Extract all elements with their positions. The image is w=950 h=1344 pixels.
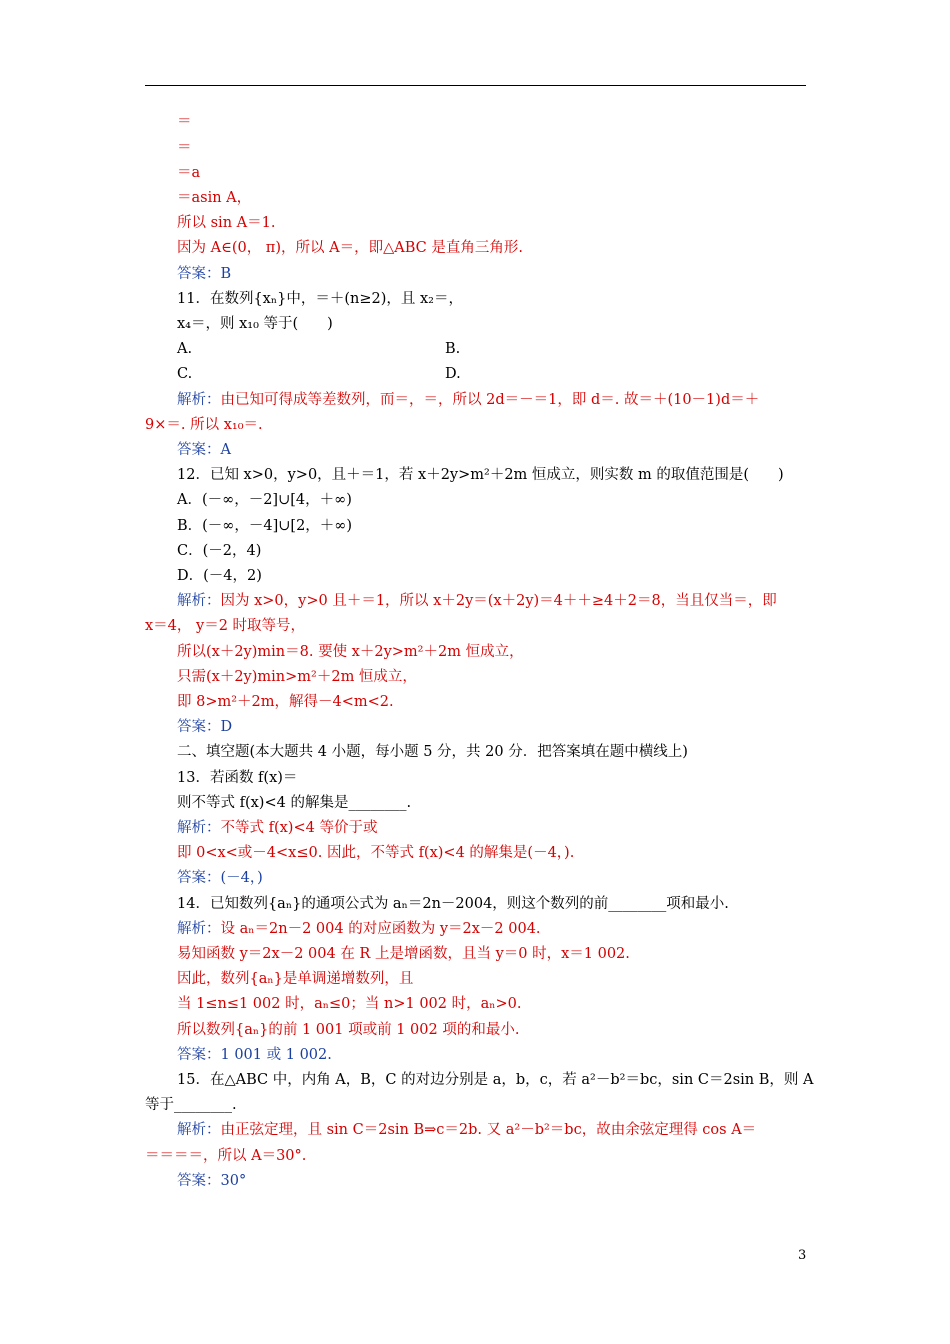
text-line: D．(－4，2) xyxy=(177,568,262,584)
analysis-text: 不等式 f(x)<4 等价于或 xyxy=(220,820,378,836)
text-line: 答案：A xyxy=(177,442,231,458)
text-line: C. xyxy=(177,366,193,382)
text-line: ＝asin A， xyxy=(177,190,252,206)
text-line: 答案：D xyxy=(177,719,233,735)
analysis-label: 解析： xyxy=(177,1122,221,1138)
text-line: 12．已知 x>0，y>0，且＋＝1，若 x＋2y>m²＋2m 恒成立，则实数 m 的取值范围是( ) xyxy=(177,467,784,483)
text-line: C．(－2，4) xyxy=(177,543,262,559)
text-line: 易知函数 y＝2x－2 004 在 R 上是增函数，且当 y＝0 时，x＝1 002. xyxy=(177,946,630,962)
text-line: A．(－∞，－2]∪[4，＋∞) xyxy=(177,492,352,508)
text-line: 所以 sin A＝1. xyxy=(177,215,276,231)
analysis-label: 解析： xyxy=(177,820,221,836)
text-line: 等于________. xyxy=(145,1097,237,1113)
text-line: 因为 A∈(0， π)，所以 A＝，即△ABC 是直角三角形. xyxy=(177,240,523,256)
text-line: 所以数列{aₙ}的前 1 001 项或前 1 002 项的和最小. xyxy=(177,1022,520,1038)
text-line: ＝＝＝＝，所以 A＝30°. xyxy=(145,1148,307,1164)
text-line: A. xyxy=(177,341,193,357)
text-line: 答案：30° xyxy=(177,1173,247,1189)
text-line: 答案：B xyxy=(177,266,232,282)
text-line: D. xyxy=(445,366,461,382)
text-line xyxy=(177,1120,756,1140)
text-line: 因此，数列{aₙ}是单调递增数列，且 xyxy=(177,971,414,987)
text-line: ＝ xyxy=(177,140,192,156)
text-line: 9×＝. 所以 x₁₀＝. xyxy=(145,417,263,433)
text-line: x＝4， y＝2 时取等号， xyxy=(145,618,306,634)
text-line xyxy=(177,818,377,838)
text-line: 则不等式 f(x)<4 的解集是________. xyxy=(177,795,412,811)
text-line: 11．在数列{xₙ}中，＝＋(n≥2)，且 x₂＝， xyxy=(177,291,463,307)
text-line: 当 1≤n≤1 002 时，aₙ≤0；当 n>1 002 时，aₙ>0. xyxy=(177,996,522,1012)
text-line: ＝a xyxy=(177,165,201,181)
analysis-text: 由正弦定理，且 sin C＝2sin B⇒c＝2b. 又 a²－b²＝bc，故由余弦定理得 cos A＝ xyxy=(220,1122,757,1138)
text-line xyxy=(177,390,759,410)
text-line: 只需(x＋2y)min>m²＋2m 恒成立， xyxy=(177,669,417,685)
text-line: 所以(x＋2y)min＝8. 要使 x＋2y>m²＋2m 恒成立， xyxy=(177,644,524,660)
text-line: 即 0<x<或－4<x≤0. 因此，不等式 f(x)<4 的解集是(－4，). xyxy=(177,845,575,861)
text-line: ＝ xyxy=(177,114,192,130)
text-line: x₄＝，则 x₁₀ 等于( ) xyxy=(177,316,333,332)
page-number: 3 xyxy=(798,1248,807,1263)
text-line: 14．已知数列{aₙ}的通项公式为 aₙ＝2n－2004，则这个数列的前________项和最小. xyxy=(177,896,729,912)
text-line: 答案：1 001 或 1 002. xyxy=(177,1047,332,1063)
header-rule xyxy=(145,85,806,86)
analysis-text: 由已知可得成等差数列，而＝，＝，所以 2d＝－＝1，即 d＝. 故＝＋(10－1)d＝＋ xyxy=(220,392,760,408)
text-line xyxy=(177,591,777,611)
analysis-label: 解析： xyxy=(177,593,221,609)
analysis-text: 设 aₙ＝2n－2 004 的对应函数为 y＝2x－2 004. xyxy=(220,921,541,937)
text-line: B．(－∞，－4]∪[2，＋∞) xyxy=(177,518,353,534)
text-line: 二、填空题(本大题共 4 小题，每小题 5 分，共 20 分．把答案填在题中横线上) xyxy=(177,744,688,760)
analysis-label: 解析： xyxy=(177,392,221,408)
analysis-label: 解析： xyxy=(177,921,221,937)
text-line: 15．在△ABC 中，内角 A，B，C 的对边分别是 a，b，c，若 a²－b²＝bc，sin C＝2sin B，则 A xyxy=(177,1072,814,1088)
text-line: 答案：(－4，) xyxy=(177,870,263,886)
text-line: 即 8>m²＋2m，解得－4<m<2. xyxy=(177,694,394,710)
text-line xyxy=(177,919,541,939)
text-line: 13．若函数 f(x)＝ xyxy=(177,770,298,786)
analysis-text: 因为 x>0，y>0 且＋＝1，所以 x＋2y＝(x＋2y)＝4＋＋≥4＋2＝8，当且仅当＝，即 xyxy=(220,593,777,609)
text-line: B. xyxy=(445,341,461,357)
